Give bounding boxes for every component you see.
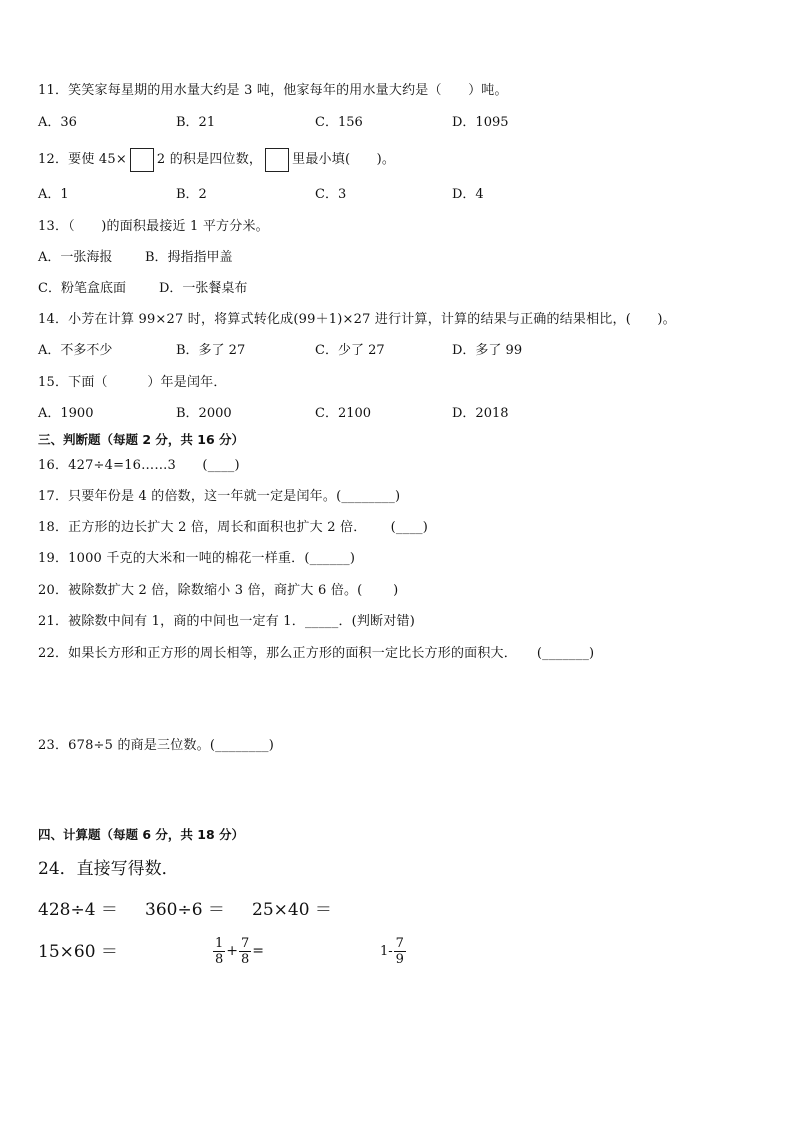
option-a: A．1 [38,187,69,202]
question-20: 20．被除数扩大 2 倍，除数缩小 3 倍，商扩大 6 倍。( ) [38,583,399,598]
option-a: A．36 [38,115,77,130]
option-d: D．1095 [452,115,509,130]
question-13-options-row2 [38,280,438,298]
question-23: 23．678÷5 的商是三位数。(________) [38,738,274,753]
question-22: 22．如果长方形和正方形的周长相等，那么正方形的面积一定比长方形的面积大． (_______) [38,646,595,661]
calc-item: 15×60 ＝ [38,942,118,962]
question-19: 19．1000 千克的大米和一吨的棉花一样重．(______) [38,551,356,566]
answer-box [265,148,289,172]
question-12 [38,146,395,174]
option-c: C．3 [315,187,347,202]
option-c: C．156 [315,115,363,130]
option-d: D．4 [452,187,484,202]
question-14-options [38,342,738,360]
option-b: B．多了 27 [176,343,246,358]
question-13: 13．（ )的面积最接近 1 平方分米。 [38,219,269,234]
option-a: A．一张海报 [38,250,113,265]
calc-item: 428÷4 ＝ [38,900,118,920]
option-c: C．2100 [315,406,372,421]
calc-item: 360÷6 ＝ [145,900,225,920]
calc-item: 25×40 ＝ [252,900,332,920]
question-12-part1: 12．要使 45× [38,152,127,167]
question-13-options-row1 [38,249,438,267]
question-12-part3: 里最小填( )。 [292,152,396,167]
fraction-sum-expression: $\frac{1}{8}$ + $\frac{7}{8}$ = [215,935,265,967]
option-d: D．多了 99 [452,343,523,358]
option-d: D．一张餐桌布 [159,281,248,296]
section-heading-calculation: 四、计算题（每题 6 分，共 18 分） [38,827,245,842]
question-24-title: 24．直接写得数． [38,859,179,879]
question-12-options [38,186,738,204]
option-b: B．2 [176,187,207,202]
question-16: 16．427÷4=16……3 (____) [38,458,240,473]
question-11: 11．笑笑家每星期的用水量大约是 3 吨，他家每年的用水量大约是（ ）吨。 [38,83,508,98]
fraction: $\frac{1}{8}$ [215,935,224,967]
question-18: 18．正方形的边长扩大 2 倍，周长和面积也扩大 2 倍． (____) [38,520,428,535]
option-b: B．2000 [176,406,232,421]
question-11-options [38,114,738,132]
option-c: C．少了 27 [315,343,385,358]
question-21: 21．被除数中间有 1，商的中间也一定有 1．_____．(判断对错) [38,614,415,629]
answer-box [130,148,154,172]
option-d: D．2018 [452,406,509,421]
section-heading-judgement: 三、判断题（每题 2 分，共 16 分） [38,432,245,447]
question-17: 17．只要年份是 4 的倍数，这一年就一定是闰年。(________) [38,489,401,504]
option-a: A．不多不少 [38,343,113,358]
question-15-options [38,405,738,423]
option-b: B．拇指指甲盖 [145,250,233,265]
option-c: C．粉笔盒底面 [38,281,126,296]
question-15: 15．下面（ ）年是闰年． [38,375,227,390]
question-12-part2: 2 的积是四位数， [156,152,263,167]
option-a: A．1900 [38,406,94,421]
question-14: 14．小芳在计算 99×27 时，将算式转化成(99＋1)×27 进行计算，计算的结果与正确的结果相比，( )。 [38,312,676,327]
fraction-difference-expression: 1- $\frac{7}{9}$ [380,935,404,967]
fraction: $\frac{7}{8}$ [241,935,250,967]
option-b: B．21 [176,115,216,130]
fraction: $\frac{7}{9}$ [395,935,404,967]
